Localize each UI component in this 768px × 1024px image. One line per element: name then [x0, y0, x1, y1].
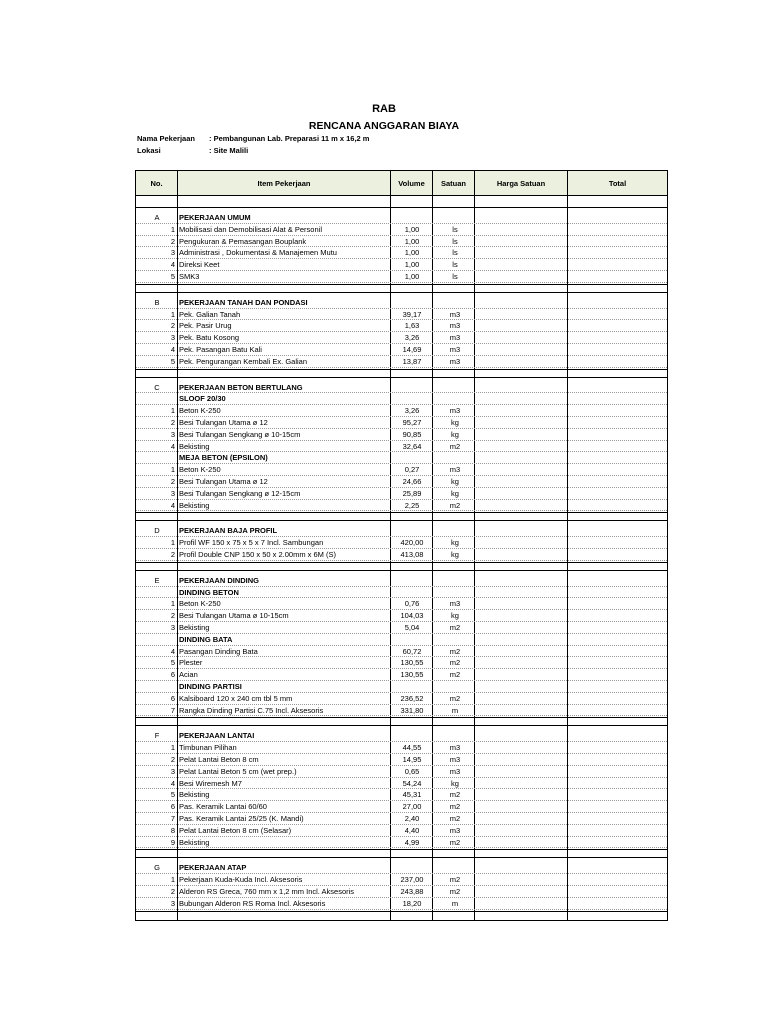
row-number: 4	[170, 778, 175, 788]
item-satuan: m3	[449, 345, 461, 354]
row-number: 3	[170, 429, 175, 439]
row-number: 2	[170, 477, 175, 486]
document-title: RAB	[372, 103, 396, 115]
item-satuan: m2	[449, 658, 461, 668]
item-volume: 420,00	[400, 538, 424, 548]
item-name: Bubungan Alderon RS Roma Incl. Aksesoris	[179, 898, 326, 908]
item-name: Bekisting	[179, 790, 210, 800]
section-top-border	[136, 520, 667, 521]
section-title: PEKERJAAN BETON BERTULANG	[179, 382, 303, 392]
row-number: 1	[170, 309, 175, 319]
item-name: Beton K-250	[179, 599, 221, 609]
item-satuan: m2	[449, 623, 461, 632]
subsection-title: DINDING PARTISI	[179, 682, 242, 691]
item-name: Pek. Galian Tanah	[179, 309, 241, 319]
item-name: Bekisting	[179, 623, 210, 632]
row-number: 3	[170, 766, 175, 776]
section-top-border	[136, 857, 667, 858]
row-number: 2	[170, 321, 175, 331]
item-satuan: ls	[452, 248, 458, 258]
header-volume: Volume	[391, 171, 432, 195]
item-name: Plester	[179, 658, 203, 668]
item-volume: 32,64	[402, 441, 422, 451]
row-divider	[136, 715, 667, 716]
header-no: No.	[136, 171, 177, 195]
item-satuan: kg	[451, 429, 459, 439]
item-volume: 243,88	[400, 887, 424, 896]
item-name: Rangka Dinding Partisi C.75 Incl. Aksesoris	[179, 705, 324, 715]
item-volume: 1,00	[404, 248, 420, 258]
item-volume: 44,55	[402, 743, 422, 753]
subsection-title: DINDING BETON	[179, 587, 239, 597]
item-satuan: m2	[449, 500, 461, 510]
item-name: Pelat Lantai Beton 8 cm	[179, 755, 259, 764]
section-title: PEKERJAAN DINDING	[179, 575, 260, 585]
item-volume: 1,00	[404, 236, 420, 246]
row-number: 5	[170, 356, 175, 366]
item-volume: 4,40	[404, 825, 420, 835]
section-title: PEKERJAAN ATAP	[179, 863, 247, 873]
item-name: Acian	[179, 670, 198, 680]
row-number: 5	[170, 272, 175, 281]
row-number: 1	[170, 538, 175, 548]
item-satuan: kg	[451, 488, 459, 498]
item-name: Beton K-250	[179, 406, 221, 416]
item-satuan: m2	[449, 814, 461, 823]
item-satuan: m3	[449, 743, 461, 753]
item-volume: 18,20	[402, 898, 422, 908]
section-bottom-border	[136, 562, 667, 563]
item-satuan: m2	[449, 693, 461, 703]
item-volume: 3,26	[404, 333, 420, 343]
row-number: 3	[170, 333, 175, 343]
item-volume: 27,00	[402, 802, 422, 812]
item-name: Direksi Keet	[179, 260, 220, 270]
section-letter: C	[154, 382, 160, 392]
row-number: 1	[170, 599, 175, 609]
document-subtitle: RENCANA ANGGARAN BIAYA	[308, 120, 460, 132]
row-number: 2	[170, 418, 175, 427]
section-top-border	[136, 292, 667, 293]
meta-value-nama-pekerjaan: : Pembangunan Lab. Preparasi 11 m x 16,2 m	[209, 134, 370, 143]
item-volume: 0,65	[404, 766, 420, 776]
item-volume: 0,76	[404, 599, 420, 609]
section-letter: E	[154, 575, 160, 585]
item-volume: 14,95	[402, 755, 422, 764]
row-number: 8	[170, 825, 175, 835]
item-volume: 54,24	[402, 778, 422, 788]
item-name: Besi Tulangan Utama ø 12	[179, 477, 268, 486]
item-name: SMK3	[179, 272, 200, 281]
item-satuan: m3	[449, 321, 461, 331]
item-satuan: ls	[452, 272, 458, 281]
item-volume: 1,00	[404, 260, 420, 270]
item-volume: 90,85	[402, 429, 422, 439]
item-satuan: m2	[449, 887, 461, 896]
section-letter: A	[154, 213, 160, 222]
item-volume: 1,00	[404, 272, 420, 281]
item-name: Pelat Lantai Beton 8 cm (Selasar)	[179, 825, 292, 835]
item-volume: 5,04	[404, 623, 420, 632]
item-name: Profil WF 150 x 75 x 5 x 7 Incl. Sambungan	[179, 538, 324, 548]
item-satuan: m3	[449, 755, 461, 764]
item-name: Pelat Lantai Beton 5 cm (wet prep.)	[179, 766, 297, 776]
row-number: 2	[170, 236, 175, 246]
item-volume: 130,55	[400, 670, 424, 680]
section-top-border	[136, 377, 667, 378]
row-divider	[136, 560, 667, 561]
section-bottom-border	[136, 849, 667, 850]
header-bottom-border	[136, 195, 667, 196]
row-number: 3	[170, 898, 175, 908]
row-number: 4	[170, 441, 175, 451]
section-title: PEKERJAAN LANTAI	[179, 731, 255, 741]
item-satuan: ls	[452, 224, 458, 234]
row-number: 7	[170, 814, 175, 823]
section-title: PEKERJAAN BAJA PROFIL	[179, 526, 278, 536]
item-satuan: m	[451, 898, 459, 908]
item-volume: 1,63	[404, 321, 420, 331]
item-satuan: m3	[449, 309, 461, 319]
item-name: Besi Tulangan Utama ø 12	[179, 418, 268, 427]
subsection-title: MEJA BETON (EPSILON)	[179, 453, 268, 463]
item-name: Mobilisasi dan Demobilisasi Alat & Personil	[179, 224, 322, 234]
item-satuan: m3	[449, 356, 461, 366]
item-volume: 45,31	[402, 790, 422, 800]
item-name: Besi Wiremesh M7	[179, 778, 242, 788]
item-name: Bekisting	[179, 441, 210, 451]
item-satuan: kg	[451, 778, 459, 788]
item-volume: 3,26	[404, 406, 420, 416]
row-number: 2	[170, 755, 175, 764]
section-title: PEKERJAAN UMUM	[179, 213, 251, 222]
section-bottom-border	[136, 284, 667, 285]
item-volume: 236,52	[400, 693, 424, 703]
row-divider	[136, 847, 667, 848]
section-bottom-border	[136, 512, 667, 513]
item-volume: 25,89	[402, 488, 422, 498]
item-satuan: ls	[452, 260, 458, 270]
header-harga-satuan: Harga Satuan	[475, 171, 567, 195]
item-name: Pas. Keramik Lantai 60/60	[179, 802, 267, 812]
section-bottom-border	[136, 369, 667, 370]
row-number: 1	[170, 224, 175, 234]
row-number: 6	[170, 802, 175, 812]
row-number: 3	[170, 623, 175, 632]
row-number: 1	[170, 875, 175, 885]
row-number: 3	[170, 488, 175, 498]
item-satuan: m2	[449, 441, 461, 451]
meta-label-lokasi: Lokasi	[137, 146, 161, 155]
item-volume: 104,03	[400, 611, 424, 621]
item-name: Besi Tulangan Utama ø 10-15cm	[179, 611, 289, 621]
item-satuan: m2	[449, 837, 461, 847]
item-volume: 14,69	[402, 345, 422, 354]
row-number: 6	[170, 693, 175, 703]
item-name: Profil Double CNP 150 x 50 x 2.00mm x 6M (S)	[179, 550, 337, 559]
item-satuan: ls	[452, 236, 458, 246]
rab-table	[135, 170, 668, 921]
section-top-border	[136, 570, 667, 571]
item-name: Bekisting	[179, 500, 210, 510]
item-satuan: m2	[449, 670, 461, 680]
item-satuan: m2	[449, 790, 461, 800]
item-name: Administrasi , Dokumentasi & Manajemen Mutu	[179, 248, 337, 258]
row-number: 2	[170, 550, 175, 559]
item-volume: 13,87	[402, 356, 422, 366]
row-number: 3	[170, 248, 175, 258]
item-volume: 237,00	[400, 875, 424, 885]
item-volume: 331,80	[400, 705, 424, 715]
row-divider	[136, 367, 667, 368]
row-number: 1	[170, 406, 175, 416]
item-name: Bekisting	[179, 837, 210, 847]
item-satuan: kg	[451, 418, 459, 427]
item-volume: 60,72	[402, 646, 422, 656]
row-number: 4	[170, 646, 175, 656]
row-number: 4	[170, 500, 175, 510]
section-title: PEKERJAAN TANAH DAN PONDASI	[179, 297, 308, 307]
row-number: 1	[170, 465, 175, 475]
item-name: Pas. Keramik Lantai 25/25 (K. Mandi)	[179, 814, 304, 823]
row-number: 4	[170, 260, 175, 270]
section-letter: B	[154, 297, 160, 307]
item-name: Pekerjaan Kuda-Kuda Incl. Aksesoris	[179, 875, 303, 885]
row-number: 1	[170, 743, 175, 753]
item-volume: 0,27	[404, 465, 420, 475]
item-satuan: m3	[449, 766, 461, 776]
row-number: 2	[170, 887, 175, 896]
item-satuan: m3	[449, 406, 461, 416]
item-volume: 4,99	[404, 837, 420, 847]
row-number: 4	[170, 345, 175, 354]
item-volume: 2,40	[404, 814, 420, 823]
item-name: Pasangan Dinding Bata	[179, 646, 258, 656]
item-name: Beton K-250	[179, 465, 221, 475]
item-satuan: m3	[449, 465, 461, 475]
item-volume: 130,55	[400, 658, 424, 668]
item-satuan: m2	[449, 802, 461, 812]
meta-label-nama-pekerjaan: Nama Pekerjaan	[137, 134, 195, 143]
section-top-border	[136, 725, 667, 726]
row-number: 5	[170, 790, 175, 800]
section-letter: D	[154, 526, 160, 536]
item-name: Besi Tulangan Sengkang ø 10-15cm	[179, 429, 301, 439]
item-satuan: m	[451, 705, 459, 715]
section-bottom-border	[136, 911, 667, 912]
item-name: Pek. Pasir Urug	[179, 321, 232, 331]
row-number: 7	[170, 705, 175, 715]
subsection-title: DINDING BATA	[179, 634, 233, 644]
row-number: 5	[170, 658, 175, 668]
item-satuan: m2	[449, 875, 461, 885]
header-satuan: Satuan	[433, 171, 474, 195]
header-item: Item Pekerjaan	[178, 171, 390, 195]
item-volume: 1,00	[404, 224, 420, 234]
item-name: Kalsiboard 120 x 240 cm tbl 5 mm	[179, 693, 293, 703]
item-name: Besi Tulangan Sengkang ø 12-15cm	[179, 488, 301, 498]
section-letter: G	[154, 863, 160, 873]
item-satuan: m3	[449, 825, 461, 835]
item-volume: 413,08	[400, 550, 424, 559]
section-letter: F	[154, 731, 160, 741]
item-satuan: kg	[451, 550, 459, 559]
row-number: 2	[170, 611, 175, 621]
row-number: 9	[170, 837, 175, 847]
row-divider	[136, 909, 667, 910]
item-name: Pengukuran & Pemasangan Bouplank	[179, 236, 307, 246]
header-total: Total	[568, 171, 667, 195]
item-name: Alderon RS Greca, 760 mm x 1,2 mm Incl. Aksesoris	[179, 887, 355, 896]
item-satuan: kg	[451, 538, 459, 548]
item-name: Pek. Batu Kosong	[179, 333, 240, 343]
item-satuan: kg	[451, 611, 459, 621]
item-name: Pek. Pengurangan Kembali Ex. Galian	[179, 356, 307, 366]
item-volume: 24,66	[402, 477, 422, 486]
item-name: Pek. Pasangan Batu Kali	[179, 345, 262, 354]
item-satuan: m3	[449, 333, 461, 343]
item-volume: 2,25	[404, 500, 420, 510]
item-satuan: kg	[451, 477, 459, 486]
subsection-title: SLOOF 20/30	[179, 394, 226, 404]
section-top-border	[136, 207, 667, 208]
item-satuan: m2	[449, 646, 461, 656]
row-divider	[136, 282, 667, 283]
item-satuan: m3	[449, 599, 461, 609]
item-name: Timbunan Pilihan	[179, 743, 237, 753]
meta-value-lokasi: : Site Malili	[209, 146, 249, 155]
section-bottom-border	[136, 717, 667, 718]
row-divider	[136, 510, 667, 511]
item-volume: 95,27	[402, 418, 422, 427]
item-volume: 39,17	[402, 309, 422, 319]
row-number: 6	[170, 670, 175, 680]
